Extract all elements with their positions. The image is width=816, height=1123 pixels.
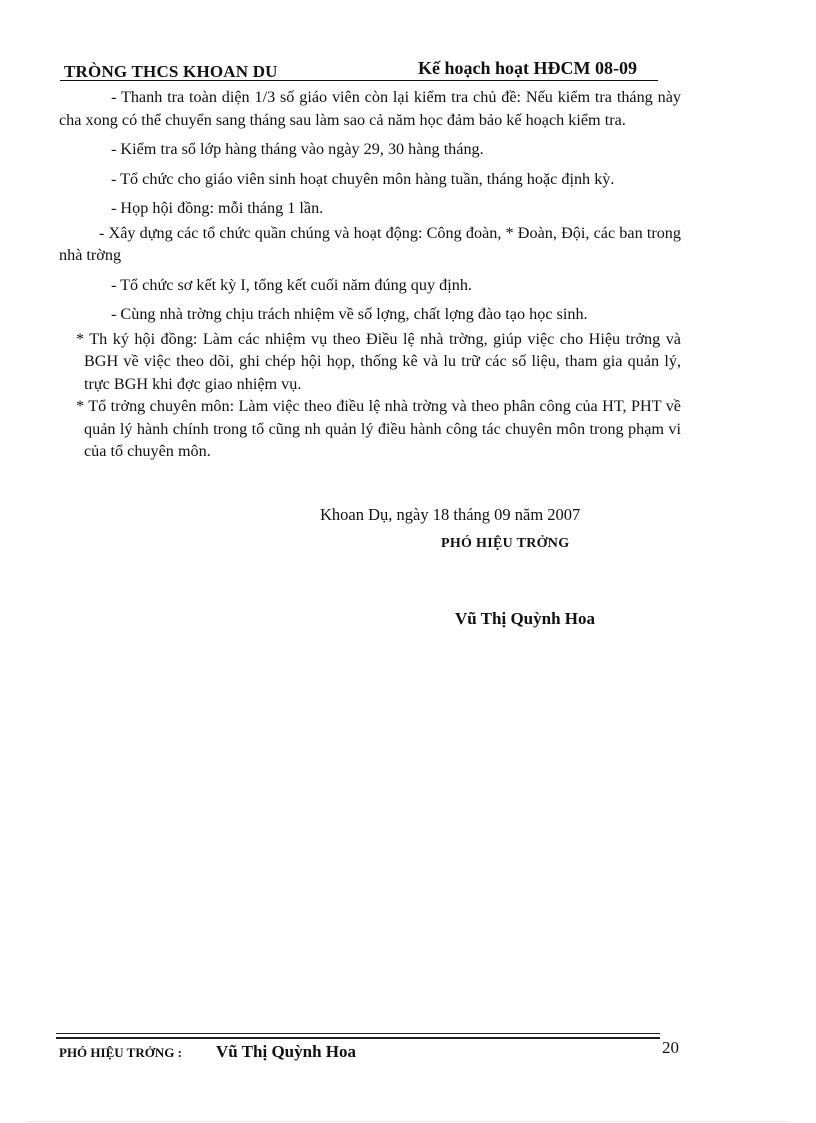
place-date: Khoan Dụ, ngày 18 tháng 09 năm 2007 xyxy=(320,505,581,524)
page-bottom-border xyxy=(28,1121,788,1122)
header-rule xyxy=(60,80,658,81)
signer-title: PHÓ HIỆU TRỞNG xyxy=(441,536,570,551)
page-header xyxy=(60,58,660,82)
duty-group-leader: * Tổ trởng chuyên môn: Làm việc theo điều lệ nhà trờng và theo phân công của HT, PHT về quản lý hành chính trong tổ cũng nh quản lý điều hành công tác chuyên môn trong phạm vi của tổ chuyên môn. xyxy=(76,397,681,460)
paragraph-council-meeting: - Họp hội đồng: mỗi tháng 1 lần. xyxy=(111,199,324,217)
footer-label: PHÓ HIỆU TRỞNG : xyxy=(59,1045,182,1060)
document-body xyxy=(59,86,681,463)
paragraph-organizations: - Xây dựng các tổ chức quần chúng và hoạt động: Công đoàn, * Đoàn, Đội, các ban trong nhà trờng xyxy=(59,223,681,264)
footer-name: Vũ Thị Quỳnh Hoa xyxy=(216,1042,357,1061)
page-number: 20 xyxy=(662,1038,679,1057)
paragraph-inspection: - Thanh tra toàn diện 1/3 số giáo viên còn lại kiểm tra chủ đề: Nếu kiểm tra tháng này cha xong có thể chuyển sang tháng sau làm sao cả năm học đảm bảo kế hoạch kiểm tra. xyxy=(59,88,681,129)
plan-title: Kế hoạch hoạt HĐCM 08-09 xyxy=(418,58,637,78)
school-name: TRÒNG THCS KHOAN DU xyxy=(64,62,278,81)
paragraph-professional-activities: - Tổ chức cho giáo viên sinh hoạt chuyên môn hàng tuần, tháng hoặc định kỳ. xyxy=(111,169,615,188)
footer-rule xyxy=(56,1033,660,1041)
footer-rule-thin xyxy=(56,1033,660,1034)
duty-secretary: * Th ký hội đồng: Làm các nhiệm vụ theo Điều lệ nhà trờng, giúp việc cho Hiệu trởng và BGH về việc theo dõi, ghi chép hội họp, thống kê và lu trữ các số liệu, tham gia quản lý, trực BGH khi đợc giao nhiệm vụ. xyxy=(76,329,681,393)
footer-rule-thick xyxy=(56,1037,660,1039)
paragraph-review: - Tổ chức sơ kết kỳ I, tổng kết cuối năm đúng quy định. xyxy=(111,275,472,294)
paragraph-responsibility: - Cùng nhà trờng chịu trách nhiệm về số lợng, chất lợng đào tạo học sinh. xyxy=(111,305,588,323)
signer-name: Vũ Thị Quỳnh Hoa xyxy=(455,609,596,628)
paragraph-class-register: - Kiểm tra sổ lớp hàng tháng vào ngày 29, 30 hàng tháng. xyxy=(111,140,484,158)
